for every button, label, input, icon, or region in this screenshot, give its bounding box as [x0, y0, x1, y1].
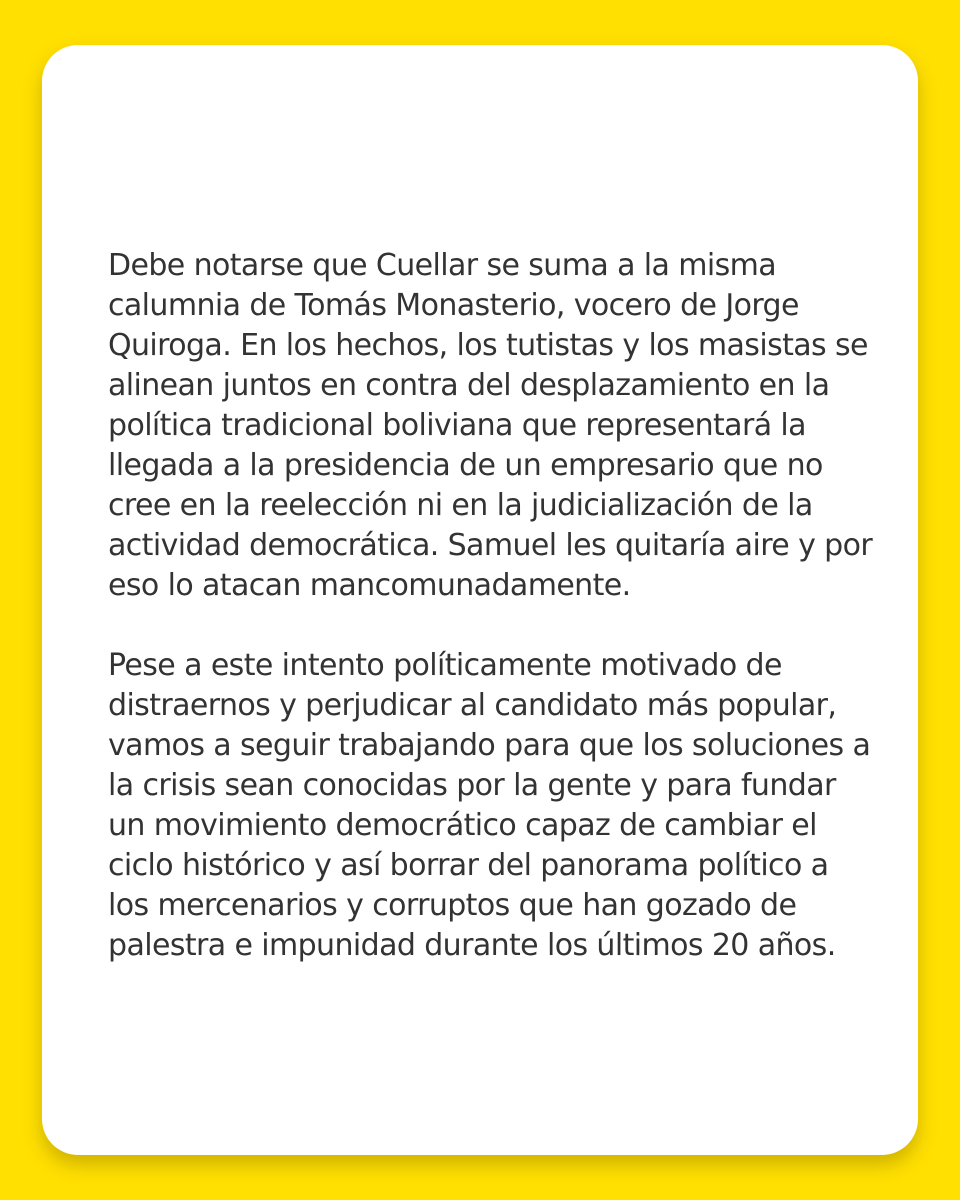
text-line: palestra e impunidad durante los últimos 20 años.: [108, 928, 836, 963]
text-line: llegada a la presidencia de un empresario que no: [108, 448, 823, 483]
text-line: calumnia de Tomás Monasterio, vocero de Jorge: [108, 288, 799, 323]
text-line: distraernos y perjudicar al candidato más popular,: [108, 688, 837, 723]
text-line: ciclo histórico y así borrar del panorama político a: [108, 848, 829, 883]
text-line: Pese a este intento políticamente motivado de: [108, 648, 782, 683]
paragraph-1: [108, 246, 878, 606]
text-line: eso lo atacan mancomunadamente.: [108, 568, 631, 603]
text-line: Quiroga. En los hechos, los tutistas y los masistas se: [108, 328, 868, 363]
text-line: Debe notarse que Cuellar se suma a la misma: [108, 248, 777, 283]
text-line: política tradicional boliviana que representará la: [108, 408, 806, 443]
text-line: la crisis sean conocidas por la gente y para fundar: [108, 768, 836, 803]
text-line: actividad democrática. Samuel les quitaría aire y por: [108, 528, 873, 563]
text-line: cree en la reelección ni en la judicialización de la: [108, 488, 813, 523]
paragraph-2: [108, 646, 878, 966]
text-line: alinean juntos en contra del desplazamiento en la: [108, 368, 830, 403]
text-line: un movimiento democrático capaz de cambiar el: [108, 808, 817, 843]
text-line: los mercenarios y corruptos que han gozado de: [108, 888, 797, 923]
text-line: vamos a seguir trabajando para que los soluciones a: [108, 728, 871, 763]
post-body: [108, 246, 878, 966]
post-card: [42, 45, 918, 1155]
